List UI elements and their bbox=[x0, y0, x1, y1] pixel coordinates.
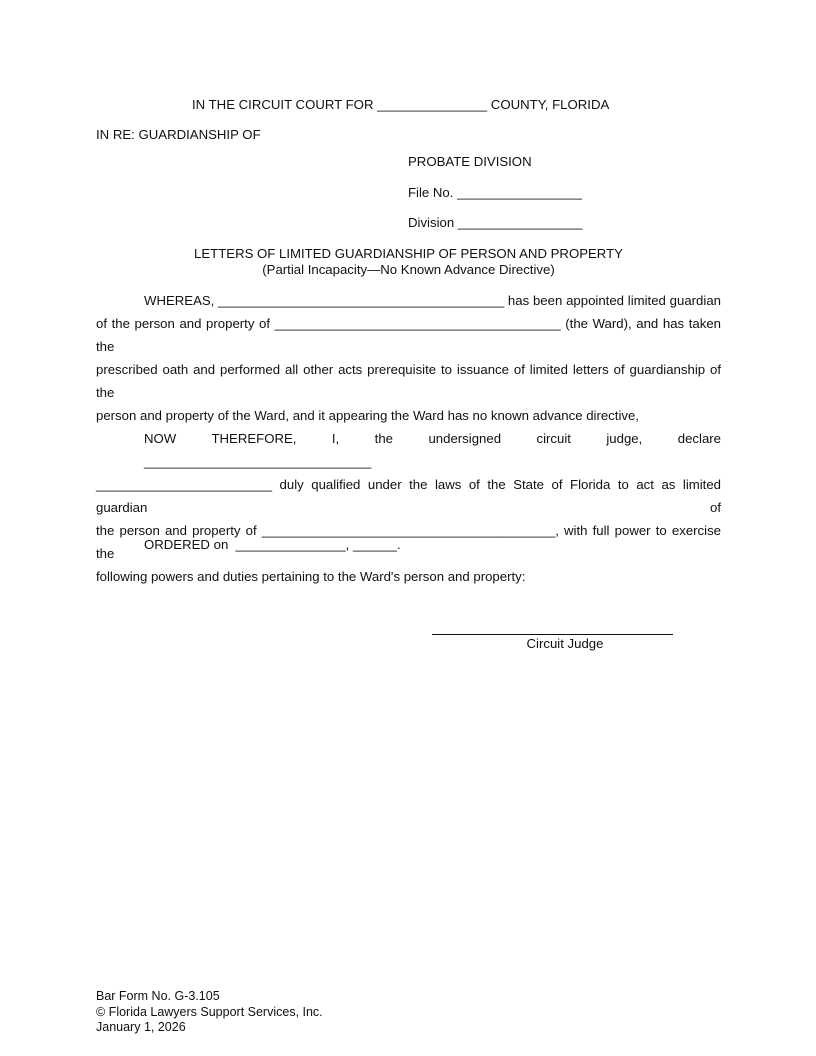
body-line: person and property of the Ward, and it appearing the Ward has no known advance directive, bbox=[96, 408, 639, 423]
in-re-heading: IN RE: GUARDIANSHIP OF bbox=[96, 127, 261, 142]
circuit-judge-label: Circuit Judge bbox=[526, 636, 604, 651]
body-line: NOW THEREFORE, I, the undersigned circuit judge, declare _______________________________ bbox=[144, 431, 721, 469]
body-line: ________________________ duly qualified under the laws of the State of Florida to act as limited guardian of bbox=[96, 477, 721, 515]
form-date: January 1, 2026 bbox=[96, 1020, 186, 1034]
file-number-field[interactable]: File No. _________________ bbox=[408, 185, 582, 200]
body-line: WHEREAS, _______________________________________ has been appointed limited guardian bbox=[144, 293, 721, 308]
document-title: LETTERS OF LIMITED GUARDIANSHIP OF PERSON AND PROPERTY bbox=[194, 246, 623, 261]
bar-form-number: Bar Form No. G-3.105 bbox=[96, 989, 220, 1003]
body-line: prescribed oath and performed all other acts prerequisite to issuance of limited letters of guardianship of the bbox=[96, 362, 721, 400]
ordered-on-line: ORDERED on _______________, ______. bbox=[144, 537, 401, 552]
document-subtitle: (Partial Incapacity—No Known Advance Directive) bbox=[262, 262, 555, 277]
body-line: following powers and duties pertaining to the Ward's person and property: bbox=[96, 569, 526, 584]
copyright-notice: © Florida Lawyers Support Services, Inc. bbox=[96, 1004, 323, 1019]
body-line: the person and property of ________________________________________, with full power to exercise the bbox=[96, 523, 721, 561]
court-heading: IN THE CIRCUIT COURT FOR _______________ COUNTY, FLORIDA bbox=[192, 97, 610, 112]
body-line: of the person and property of _______________________________________ (the Ward), and has taken the bbox=[96, 316, 721, 354]
form-footer bbox=[96, 989, 323, 1036]
judge-signature-line[interactable] bbox=[432, 634, 673, 635]
division-field[interactable]: Division _________________ bbox=[408, 215, 583, 230]
probate-division: PROBATE DIVISION bbox=[408, 154, 532, 169]
